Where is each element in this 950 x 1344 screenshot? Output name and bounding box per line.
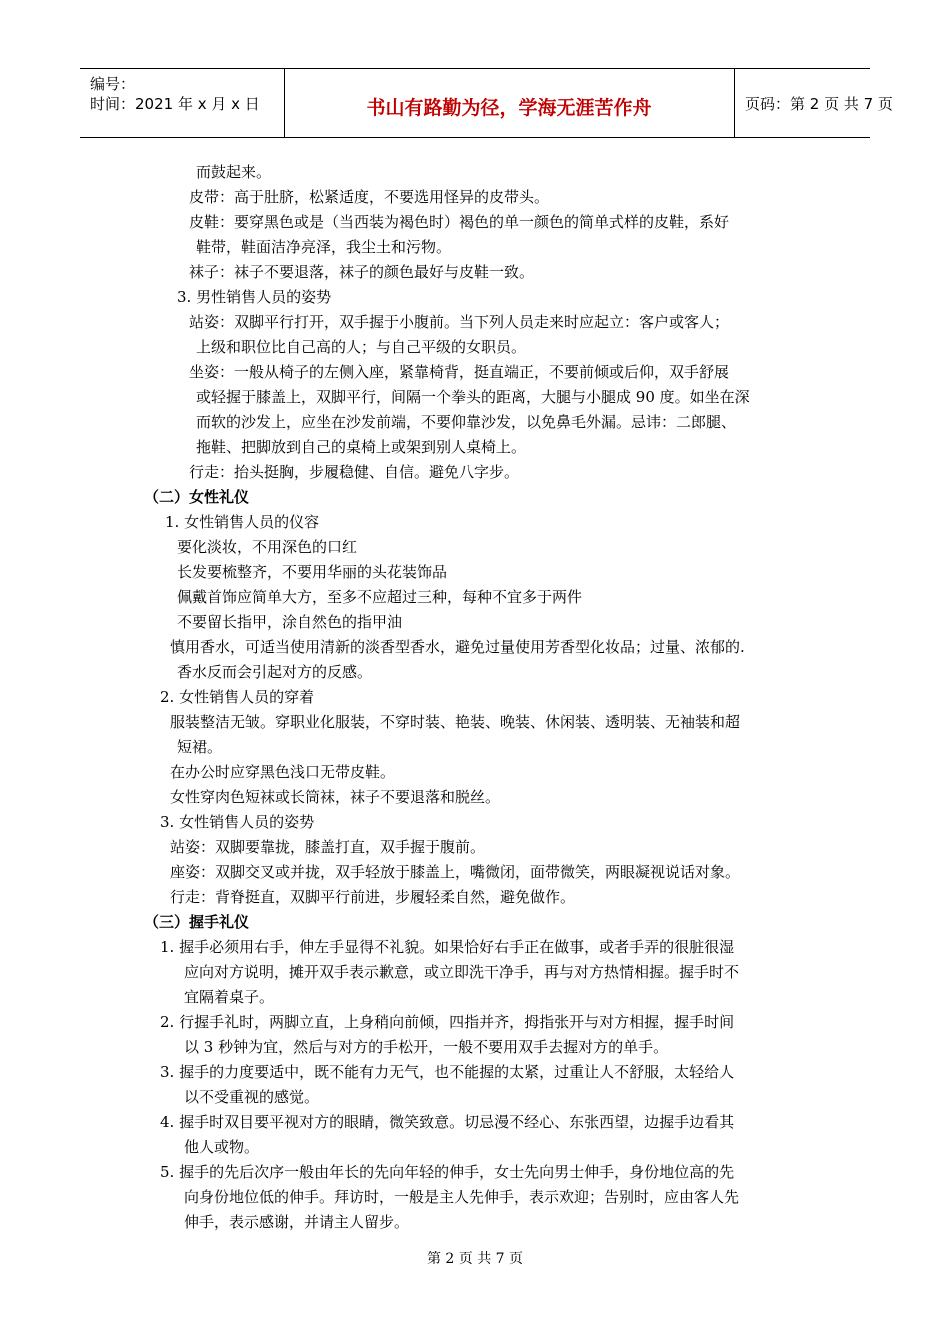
text-line: 他人或物。 [184,1138,260,1156]
text-line: 而软的沙发上，应坐在沙发前端，不要仰靠沙发，以免鼻毛外漏。忌讳：二郎腿、 [196,413,737,431]
text-line: 而鼓起来。 [196,163,272,181]
header-page-cell [735,69,893,137]
text-line: 向身份地位低的伸手。拜访时，一般是主人先伸手，表示欢迎；告别时，应由客人先 [184,1188,740,1206]
text-line: 不要留长指甲，涂自然色的指甲油 [177,613,403,631]
text-line: 在办公时应穿黑色浅口无带皮鞋。 [170,763,396,781]
text-line: 香水反而会引起对方的反感。 [177,663,373,681]
section-heading: （二）女性礼仪 [144,488,250,506]
text-line: 行走：抬头挺胸，步履稳健、自信。避免八字步。 [189,463,520,481]
text-line: 服装整洁无皱。穿职业化服装，不穿时装、艳装、晚装、休闲装、透明装、无袖装和超 [170,713,741,731]
text-line: 站姿：双脚要靠拢，膝盖打直，双手握于腹前。 [170,838,486,856]
document-time-label: 时间：2021 年 x 月 x 日 [90,95,260,113]
section-heading: （三）握手礼仪 [144,913,250,931]
text-line: 慎用香水，可适当使用清新的淡香型香水，避免过量使用芳香型化妆品；过量、浓郁的. [170,638,745,656]
text-line: 以不受重视的感觉。 [184,1088,320,1106]
text-line: 皮带：高于肚脐，松紧适度，不要选用怪异的皮带头。 [189,188,550,206]
header-info-cell [80,69,285,137]
text-line: 袜子：袜子不要退落，袜子的颜色最好与皮鞋一致。 [189,263,535,281]
text-line: 拖鞋、把脚放到自己的桌椅上或架到别人桌椅上。 [196,438,527,456]
text-line: 座姿：双脚交叉或并拢，双手轻放于膝盖上，嘴微闭，面带微笑，两眼凝视说话对象。 [170,863,741,881]
text-line: 上级和职位比自己高的人；与自己平级的女职员。 [196,338,527,356]
header-motto: 书山有路勤为径，学海无涯苦作舟 [366,97,652,119]
document-number-label: 编号： [90,75,136,93]
text-line: 宜隔着桌子。 [184,988,275,1006]
text-line: 或轻握于膝盖上，双脚平行，间隔一个拳头的距离，大腿与小腿成 90 度。如坐在深 [196,388,750,406]
subsection-heading: 3. 男性销售人员的姿势 [177,288,332,306]
text-line: 短裙。 [177,738,223,756]
text-line: 皮鞋：要穿黑色或是（当西装为褐色时）褐色的单一颜色的简单式样的皮鞋，系好 [189,213,730,231]
subsection-heading: 2. 女性销售人员的穿着 [160,688,315,706]
text-line: 伸手，表示感谢，并请主人留步。 [184,1213,410,1231]
text-line: 鞋带，鞋面洁净亮泽，我尘土和污物。 [196,238,452,256]
text-line: 行走：背脊挺直，双脚平行前进，步履轻柔自然，避免做作。 [170,888,576,906]
header-motto-cell [284,69,735,137]
subsection-heading: 3. 女性销售人员的姿势 [160,813,315,831]
list-item: 4. 握手时双目要平视对方的眼睛，微笑致意。切忌漫不经心、东张西望，边握手边看其 [160,1113,735,1131]
text-line: 要化淡妆，不用深色的口红 [177,538,358,556]
list-item: 3. 握手的力度要适中，既不能有力无气，也不能握的太紧，过重让人不舒服，太轻给人 [160,1063,735,1081]
page-footer: 第 2 页 共 7 页 [426,1251,524,1267]
list-item: 2. 行握手礼时，两脚立直，上身稍向前倾，四指并齐，拇指张开与对方相握，握手时间 [160,1013,735,1031]
text-line: 以 3 秒钟为宜，然后与对方的手松开，一般不要用双手去握对方的单手。 [184,1038,669,1056]
text-line: 应向对方说明，摊开双手表示歉意，或立即洗干净手，再与对方热情相握。握手时不 [184,963,740,981]
subsection-heading: 1. 女性销售人员的仪容 [165,513,320,531]
list-item: 5. 握手的先后次序一般由年长的先向年轻的伸手，女士先向男士伸手，身份地位高的先 [160,1163,735,1181]
text-line: 佩戴首饰应简单大方，至多不应超过三种，每种不宜多于两件 [177,588,583,606]
text-line: 女性穿肉色短袜或长筒袜，袜子不要退落和脱丝。 [170,788,501,806]
text-line: 长发要梳整齐，不要用华丽的头花装饰品 [177,563,448,581]
text-line: 坐姿：一般从椅子的左侧入座，紧靠椅背，挺直端正，不要前倾或后仰，双手舒展 [189,363,730,381]
text-line: 站姿：双脚平行打开，双手握于小腹前。当下列人员走来时应起立：客户或客人； [189,313,730,331]
page-header [80,68,893,138]
header-page-code: 页码：第 2 页 共 7 页 [745,95,893,113]
list-item: 1. 握手必须用右手，伸左手显得不礼貌。如果恰好右手正在做事，或者手弄的很脏很湿 [160,938,735,956]
